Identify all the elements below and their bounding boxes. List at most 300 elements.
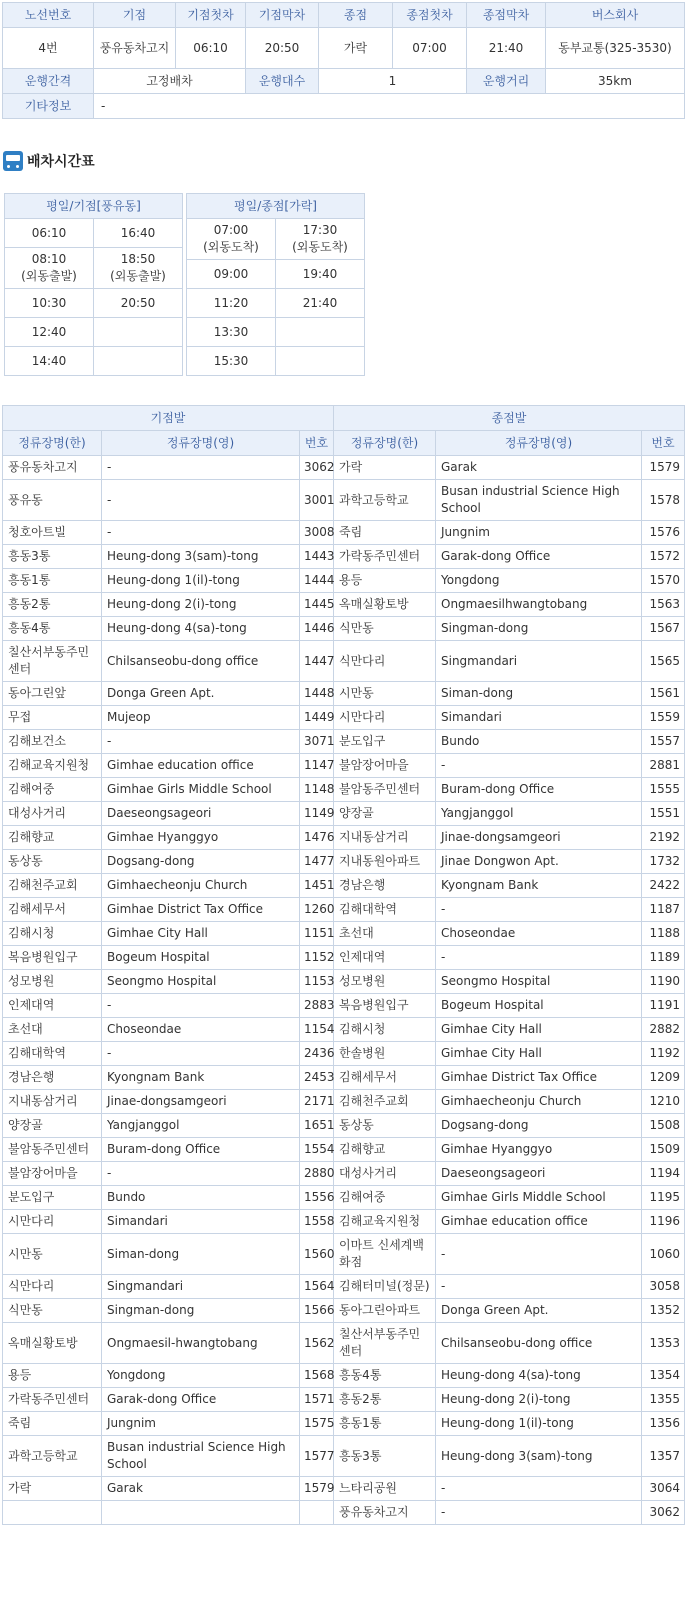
stop-number: 1579 bbox=[300, 1477, 334, 1501]
timetable-end-header: 평일/종점[가락] bbox=[187, 194, 365, 219]
stop-name-ko: 불암동주민센터 bbox=[334, 778, 436, 802]
stop-name-en: Gimhae education office bbox=[436, 1210, 642, 1234]
stop-name-en: Singman-dong bbox=[102, 1299, 300, 1323]
stop-name-en: Choseondae bbox=[102, 1018, 300, 1042]
stop-name-ko: 가락 bbox=[3, 1477, 102, 1501]
stop-name-ko: 무접 bbox=[3, 706, 102, 730]
stop-name-ko: 인제대역 bbox=[3, 994, 102, 1018]
table-row bbox=[3, 569, 685, 593]
stop-number: 1260 bbox=[300, 898, 334, 922]
stop-name-ko: 지내동원아파트 bbox=[334, 850, 436, 874]
stop-name-ko: 식만동 bbox=[3, 1299, 102, 1323]
stop-number: 1575 bbox=[300, 1412, 334, 1436]
stop-name-ko: 양장골 bbox=[334, 802, 436, 826]
stop-name-ko: 대성사거리 bbox=[3, 802, 102, 826]
stop-name-en: Bogeum Hospital bbox=[436, 994, 642, 1018]
table-row bbox=[3, 1364, 685, 1388]
stop-name-en: Gimhae education office bbox=[102, 754, 300, 778]
stop-name-ko: 복음병원입구 bbox=[334, 994, 436, 1018]
stop-name-ko: 김해향교 bbox=[3, 826, 102, 850]
table-row bbox=[3, 593, 685, 617]
table-row bbox=[3, 682, 685, 706]
table-row bbox=[3, 706, 685, 730]
stop-name-en: Gimhaecheonju Church bbox=[436, 1090, 642, 1114]
stop-name-en: Singmandari bbox=[102, 1275, 300, 1299]
table-row bbox=[3, 1138, 685, 1162]
stop-name-ko: 김해보건소 bbox=[3, 730, 102, 754]
table-row bbox=[3, 1210, 685, 1234]
stop-name-en: Dogsang-dong bbox=[436, 1114, 642, 1138]
stop-name-en: Yangjanggol bbox=[436, 802, 642, 826]
stop-name-ko: 성모병원 bbox=[334, 970, 436, 994]
table-row bbox=[3, 1090, 685, 1114]
stop-number: 1572 bbox=[642, 545, 685, 569]
stop-name-en: Siman-dong bbox=[436, 682, 642, 706]
stop-number: 1443 bbox=[300, 545, 334, 569]
header-end-last: 종점막차 bbox=[467, 3, 546, 28]
stop-name-en: Garak bbox=[102, 1477, 300, 1501]
stop-name-ko: 김해터미널(정문) bbox=[334, 1275, 436, 1299]
stop-name-ko: 김해대학역 bbox=[3, 1042, 102, 1066]
table-row bbox=[3, 802, 685, 826]
time-cell: 13:30 bbox=[187, 318, 276, 347]
stop-name-en: Seongmo Hospital bbox=[436, 970, 642, 994]
stop-name-en: Bogeum Hospital bbox=[102, 946, 300, 970]
end-first-bus: 07:00 bbox=[393, 28, 467, 69]
table-row bbox=[3, 1114, 685, 1138]
stop-name-en: Heung-dong 1(il)-tong bbox=[102, 569, 300, 593]
stop-number: 3064 bbox=[642, 1477, 685, 1501]
stop-name-ko: 풍유동 bbox=[3, 480, 102, 521]
stop-number: 1148 bbox=[300, 778, 334, 802]
stop-number: 3062 bbox=[642, 1501, 685, 1525]
stop-name-en: Yongdong bbox=[102, 1364, 300, 1388]
start-last-bus: 20:50 bbox=[246, 28, 319, 69]
time-cell bbox=[276, 347, 365, 376]
table-row bbox=[3, 1388, 685, 1412]
timetable-end bbox=[186, 193, 365, 376]
stop-number: 1447 bbox=[300, 641, 334, 682]
table-row bbox=[3, 1323, 685, 1364]
table-row bbox=[3, 970, 685, 994]
stop-name-ko: 이마트 신세계백화점 bbox=[334, 1234, 436, 1275]
stop-name-en: Siman-dong bbox=[102, 1234, 300, 1275]
stop-name-ko: 초선대 bbox=[3, 1018, 102, 1042]
stop-name-ko: 김해향교 bbox=[334, 1138, 436, 1162]
table-row bbox=[3, 730, 685, 754]
stop-number: 1210 bbox=[642, 1090, 685, 1114]
stop-number: 1196 bbox=[642, 1210, 685, 1234]
stop-name-en: Kyongnam Bank bbox=[436, 874, 642, 898]
route-info-row2 bbox=[3, 69, 685, 94]
stop-name-en: Busan industrial Science High School bbox=[102, 1436, 300, 1477]
stop-name-en: Heung-dong 2(i)-tong bbox=[436, 1388, 642, 1412]
stop-number: 3001 bbox=[300, 480, 334, 521]
stop-name-en: Jungnim bbox=[102, 1412, 300, 1436]
header-end-first: 종점첫차 bbox=[393, 3, 467, 28]
stop-name-ko: 동아그린앞 bbox=[3, 682, 102, 706]
timetable-start bbox=[4, 193, 183, 376]
stop-name-en: Chilsanseobu-dong office bbox=[436, 1323, 642, 1364]
stop-number: 1555 bbox=[642, 778, 685, 802]
time-cell bbox=[94, 318, 183, 347]
stop-number: 1352 bbox=[642, 1299, 685, 1323]
stop-number: 1563 bbox=[642, 593, 685, 617]
stop-number: 1149 bbox=[300, 802, 334, 826]
stop-number: 1476 bbox=[300, 826, 334, 850]
stop-name-ko: 분도입구 bbox=[3, 1186, 102, 1210]
stop-name-en: Heung-dong 1(il)-tong bbox=[436, 1412, 642, 1436]
stop-name-ko: 김해시청 bbox=[3, 922, 102, 946]
stop-name-ko: 성모병원 bbox=[3, 970, 102, 994]
table-row bbox=[3, 641, 685, 682]
stop-number: 1566 bbox=[300, 1299, 334, 1323]
stop-name-en: Gimhaecheonju Church bbox=[102, 874, 300, 898]
stop-number: 1509 bbox=[642, 1138, 685, 1162]
table-row bbox=[3, 994, 685, 1018]
timetable-start-header: 평일/기점[풍유동] bbox=[5, 194, 183, 219]
stop-name-en: Gimhae City Hall bbox=[436, 1018, 642, 1042]
stop-name-ko: 지내동삼거리 bbox=[334, 826, 436, 850]
stop-name-ko: 김해시청 bbox=[334, 1018, 436, 1042]
time-cell: 12:40 bbox=[5, 318, 94, 347]
time-cell: 20:50 bbox=[94, 289, 183, 318]
stop-number: 1732 bbox=[642, 850, 685, 874]
end-point: 가락 bbox=[319, 28, 393, 69]
stop-name-en: Gimhae City Hall bbox=[436, 1042, 642, 1066]
stop-name-ko: 시만다리 bbox=[334, 706, 436, 730]
stop-name-en: Heung-dong 3(sam)-tong bbox=[436, 1436, 642, 1477]
header-route-number: 노선번호 bbox=[3, 3, 94, 28]
stop-name-ko: 죽림 bbox=[334, 521, 436, 545]
table-row bbox=[3, 480, 685, 521]
stop-name-en: Daeseongsageori bbox=[436, 1162, 642, 1186]
stop-name-en: Bundo bbox=[102, 1186, 300, 1210]
stop-number: 1151 bbox=[300, 922, 334, 946]
stop-name-ko: 흥동3통 bbox=[334, 1436, 436, 1477]
stop-name-en: Garak-dong Office bbox=[436, 545, 642, 569]
route-number: 4번 bbox=[3, 28, 94, 69]
col-stop-name-en: 정류장명(영) bbox=[102, 431, 300, 456]
time-cell bbox=[94, 347, 183, 376]
timetable-title: 배차시간표 bbox=[27, 154, 95, 170]
interval-value: 고정배차 bbox=[94, 69, 246, 94]
stop-name-en: Gimhae City Hall bbox=[102, 922, 300, 946]
stop-number bbox=[300, 1501, 334, 1525]
stop-name-en: Singmandari bbox=[436, 641, 642, 682]
stop-name-ko: 용등 bbox=[3, 1364, 102, 1388]
stop-name-ko: 흥동1통 bbox=[3, 569, 102, 593]
interval-label: 운행간격 bbox=[3, 69, 94, 94]
stop-name-ko: 풍유동차고지 bbox=[3, 456, 102, 480]
stop-name-ko: 식만동 bbox=[334, 617, 436, 641]
stop-number: 1562 bbox=[300, 1323, 334, 1364]
time-cell: 15:30 bbox=[187, 347, 276, 376]
stop-name-ko: 죽림 bbox=[3, 1412, 102, 1436]
stop-number: 2436 bbox=[300, 1042, 334, 1066]
stop-number: 1152 bbox=[300, 946, 334, 970]
stop-name-ko: 시만동 bbox=[334, 682, 436, 706]
stop-number: 1446 bbox=[300, 617, 334, 641]
stop-number: 1571 bbox=[300, 1388, 334, 1412]
table-row bbox=[3, 1275, 685, 1299]
stop-number: 1565 bbox=[642, 641, 685, 682]
start-direction-header: 기점발 bbox=[3, 406, 334, 431]
distance-value: 35km bbox=[546, 69, 685, 94]
table-row bbox=[3, 545, 685, 569]
stop-name-en: - bbox=[436, 1501, 642, 1525]
stop-name-ko: 김해천주교회 bbox=[334, 1090, 436, 1114]
stop-name-ko: 가락 bbox=[334, 456, 436, 480]
stop-name-en: - bbox=[102, 1162, 300, 1186]
stop-name-en: Garak bbox=[436, 456, 642, 480]
stop-name-en: - bbox=[102, 480, 300, 521]
stop-name-ko: 동상동 bbox=[334, 1114, 436, 1138]
stop-number: 1559 bbox=[642, 706, 685, 730]
col-stop-number: 번호 bbox=[642, 431, 685, 456]
etc-value: - bbox=[94, 94, 685, 119]
stop-name-ko: 옥매실황토방 bbox=[3, 1323, 102, 1364]
stop-number: 1477 bbox=[300, 850, 334, 874]
stop-name-en: Donga Green Apt. bbox=[102, 682, 300, 706]
stop-name-en: - bbox=[102, 730, 300, 754]
table-row bbox=[3, 1299, 685, 1323]
table-row bbox=[3, 898, 685, 922]
stop-name-en: Ongmaesilhwangtobang bbox=[436, 593, 642, 617]
stop-name-en: Gimhae Girls Middle School bbox=[102, 778, 300, 802]
stop-name-en: - bbox=[436, 1234, 642, 1275]
stop-name-en: Gimhae Hyanggyo bbox=[436, 1138, 642, 1162]
stop-name-ko: 식만다리 bbox=[334, 641, 436, 682]
stop-name-ko: 가락동주민센터 bbox=[3, 1388, 102, 1412]
stop-name-en: Buram-dong Office bbox=[102, 1138, 300, 1162]
col-stop-name-en: 정류장명(영) bbox=[436, 431, 642, 456]
stop-name-ko: 청호아트빌 bbox=[3, 521, 102, 545]
stop-name-ko: 시만다리 bbox=[3, 1210, 102, 1234]
stop-name-ko: 불암장어마을 bbox=[3, 1162, 102, 1186]
stop-number: 2880 bbox=[300, 1162, 334, 1186]
stop-name-ko: 복음병원입구 bbox=[3, 946, 102, 970]
stop-number: 1060 bbox=[642, 1234, 685, 1275]
start-first-bus: 06:10 bbox=[176, 28, 246, 69]
stop-name-ko: 김해여중 bbox=[334, 1186, 436, 1210]
stop-name-en: - bbox=[102, 994, 300, 1018]
stop-name-ko: 느타리공원 bbox=[334, 1477, 436, 1501]
stop-number: 1558 bbox=[300, 1210, 334, 1234]
stop-name-en: Busan industrial Science High School bbox=[436, 480, 642, 521]
stop-number: 1508 bbox=[642, 1114, 685, 1138]
stop-name-ko: 과학고등학교 bbox=[3, 1436, 102, 1477]
stop-number: 1154 bbox=[300, 1018, 334, 1042]
stop-name-ko: 경남은행 bbox=[334, 874, 436, 898]
stop-name-ko: 김해천주교회 bbox=[3, 874, 102, 898]
stop-name-en: Ongmaesil-hwangtobang bbox=[102, 1323, 300, 1364]
stop-name-en: - bbox=[436, 898, 642, 922]
stop-name-en: Jinae-dongsamgeori bbox=[436, 826, 642, 850]
stop-name-ko: 식만다리 bbox=[3, 1275, 102, 1299]
stop-number: 3071 bbox=[300, 730, 334, 754]
stop-name-en: Heung-dong 3(sam)-tong bbox=[102, 545, 300, 569]
stop-name-en: - bbox=[436, 1477, 642, 1501]
stop-name-ko: 지내동삼거리 bbox=[3, 1090, 102, 1114]
stop-name-en: - bbox=[102, 1042, 300, 1066]
stop-name-en: Buram-dong Office bbox=[436, 778, 642, 802]
col-stop-number: 번호 bbox=[300, 431, 334, 456]
table-row bbox=[3, 778, 685, 802]
time-cell: 09:00 bbox=[187, 260, 276, 289]
table-row bbox=[3, 1042, 685, 1066]
stop-number: 3058 bbox=[642, 1275, 685, 1299]
count-value: 1 bbox=[319, 69, 467, 94]
stop-name-ko: 흥동4통 bbox=[3, 617, 102, 641]
stop-number: 1576 bbox=[642, 521, 685, 545]
stop-name-en: Kyongnam Bank bbox=[102, 1066, 300, 1090]
stop-number: 1448 bbox=[300, 682, 334, 706]
header-end-point: 종점 bbox=[319, 3, 393, 28]
time-cell bbox=[276, 318, 365, 347]
stop-name-en: - bbox=[102, 521, 300, 545]
stop-name-ko: 김해여중 bbox=[3, 778, 102, 802]
stop-name-en: Jinae Dongwon Apt. bbox=[436, 850, 642, 874]
stop-number: 1578 bbox=[642, 480, 685, 521]
table-row bbox=[3, 1412, 685, 1436]
stop-number: 1570 bbox=[642, 569, 685, 593]
stop-name-en: Seongmo Hospital bbox=[102, 970, 300, 994]
stop-name-ko: 초선대 bbox=[334, 922, 436, 946]
stop-number: 1355 bbox=[642, 1388, 685, 1412]
stop-name-ko: 흥동1통 bbox=[334, 1412, 436, 1436]
stop-name-en: Gimhae Girls Middle School bbox=[436, 1186, 642, 1210]
time-cell: 07:00 (외동도착) bbox=[187, 219, 276, 260]
stop-number: 2882 bbox=[642, 1018, 685, 1042]
stop-name-ko: 김해세무서 bbox=[3, 898, 102, 922]
stop-name-ko: 시만동 bbox=[3, 1234, 102, 1275]
stop-name-en: Mujeop bbox=[102, 706, 300, 730]
stop-name-en: Simandari bbox=[436, 706, 642, 730]
stop-name-en: Chilsanseobu-dong office bbox=[102, 641, 300, 682]
stop-name-ko: 용등 bbox=[334, 569, 436, 593]
stop-name-en: Bundo bbox=[436, 730, 642, 754]
stop-number: 3062 bbox=[300, 456, 334, 480]
distance-label: 운행거리 bbox=[467, 69, 546, 94]
stop-number: 1189 bbox=[642, 946, 685, 970]
header-start-first: 기점첫차 bbox=[176, 3, 246, 28]
stop-number: 2422 bbox=[642, 874, 685, 898]
stop-number: 1153 bbox=[300, 970, 334, 994]
stop-name-en: Yongdong bbox=[436, 569, 642, 593]
stop-number: 1567 bbox=[642, 617, 685, 641]
count-label: 운행대수 bbox=[246, 69, 319, 94]
stop-number: 1554 bbox=[300, 1138, 334, 1162]
time-cell: 16:40 bbox=[94, 219, 183, 248]
col-stop-name-ko: 정류장명(한) bbox=[334, 431, 436, 456]
stop-name-en: Jinae-dongsamgeori bbox=[102, 1090, 300, 1114]
table-row bbox=[3, 754, 685, 778]
stop-number: 1357 bbox=[642, 1436, 685, 1477]
route-info-row3 bbox=[3, 94, 685, 119]
stops-body bbox=[3, 456, 685, 1525]
stop-number: 1353 bbox=[642, 1323, 685, 1364]
table-row bbox=[3, 521, 685, 545]
stop-name-ko: 흥동2통 bbox=[334, 1388, 436, 1412]
table-row bbox=[3, 1501, 685, 1525]
stop-number: 1195 bbox=[642, 1186, 685, 1210]
timetable-section-title bbox=[3, 150, 95, 172]
stop-name-ko: 가락동주민센터 bbox=[334, 545, 436, 569]
stop-number: 1551 bbox=[642, 802, 685, 826]
stop-name-en: - bbox=[436, 946, 642, 970]
stop-name-en: Simandari bbox=[102, 1210, 300, 1234]
stop-name-en: - bbox=[436, 1275, 642, 1299]
stop-name-en: Garak-dong Office bbox=[102, 1388, 300, 1412]
stop-name-en: Singman-dong bbox=[436, 617, 642, 641]
time-cell: 14:40 bbox=[5, 347, 94, 376]
stop-name-ko: 분도입구 bbox=[334, 730, 436, 754]
stop-number: 1560 bbox=[300, 1234, 334, 1275]
time-cell: 21:40 bbox=[276, 289, 365, 318]
stop-name-ko: 과학고등학교 bbox=[334, 480, 436, 521]
start-point: 풍유동차고지 bbox=[94, 28, 176, 69]
stop-number: 1191 bbox=[642, 994, 685, 1018]
stop-number: 1564 bbox=[300, 1275, 334, 1299]
time-cell: 10:30 bbox=[5, 289, 94, 318]
stop-number: 1147 bbox=[300, 754, 334, 778]
stop-number: 1209 bbox=[642, 1066, 685, 1090]
end-direction-header: 종점발 bbox=[334, 406, 685, 431]
col-stop-name-ko: 정류장명(한) bbox=[3, 431, 102, 456]
stop-name-en: Heung-dong 4(sa)-tong bbox=[436, 1364, 642, 1388]
stop-name-ko: 동아그린아파트 bbox=[334, 1299, 436, 1323]
stop-number: 1354 bbox=[642, 1364, 685, 1388]
stop-number: 1356 bbox=[642, 1412, 685, 1436]
stop-name-ko: 불암동주민센터 bbox=[3, 1138, 102, 1162]
stop-number: 2881 bbox=[642, 754, 685, 778]
table-row bbox=[3, 1018, 685, 1042]
time-cell: 11:20 bbox=[187, 289, 276, 318]
table-row bbox=[3, 922, 685, 946]
stop-number: 1577 bbox=[300, 1436, 334, 1477]
table-row bbox=[3, 874, 685, 898]
header-start-last: 기점막차 bbox=[246, 3, 319, 28]
stop-name-en: Donga Green Apt. bbox=[436, 1299, 642, 1323]
stop-name-ko: 옥매실황토방 bbox=[334, 593, 436, 617]
table-row bbox=[3, 1162, 685, 1186]
route-info-table bbox=[2, 2, 685, 119]
stop-number: 2171 bbox=[300, 1090, 334, 1114]
stop-name-ko: 경남은행 bbox=[3, 1066, 102, 1090]
stop-number: 1194 bbox=[642, 1162, 685, 1186]
stop-name-ko: 김해세무서 bbox=[334, 1066, 436, 1090]
stop-name-en: - bbox=[102, 456, 300, 480]
stop-name-ko: 인제대역 bbox=[334, 946, 436, 970]
table-row bbox=[3, 1436, 685, 1477]
stop-name-ko: 풍유동차고지 bbox=[334, 1501, 436, 1525]
stop-name-ko: 칠산서부동주민센터 bbox=[334, 1323, 436, 1364]
bus-company: 동부교통(325-3530) bbox=[546, 28, 685, 69]
stop-name-en: Gimhae Hyanggyo bbox=[102, 826, 300, 850]
table-row bbox=[3, 617, 685, 641]
stop-name-ko: 칠산서부동주민센터 bbox=[3, 641, 102, 682]
stop-number: 1188 bbox=[642, 922, 685, 946]
stop-name-ko: 대성사거리 bbox=[334, 1162, 436, 1186]
stop-name-en: Gimhae District Tax Office bbox=[102, 898, 300, 922]
stop-number: 1651 bbox=[300, 1114, 334, 1138]
route-info-header-row bbox=[3, 3, 685, 28]
stop-name-en: Jungnim bbox=[436, 521, 642, 545]
end-last-bus: 21:40 bbox=[467, 28, 546, 69]
stop-number: 1579 bbox=[642, 456, 685, 480]
stop-number: 1451 bbox=[300, 874, 334, 898]
